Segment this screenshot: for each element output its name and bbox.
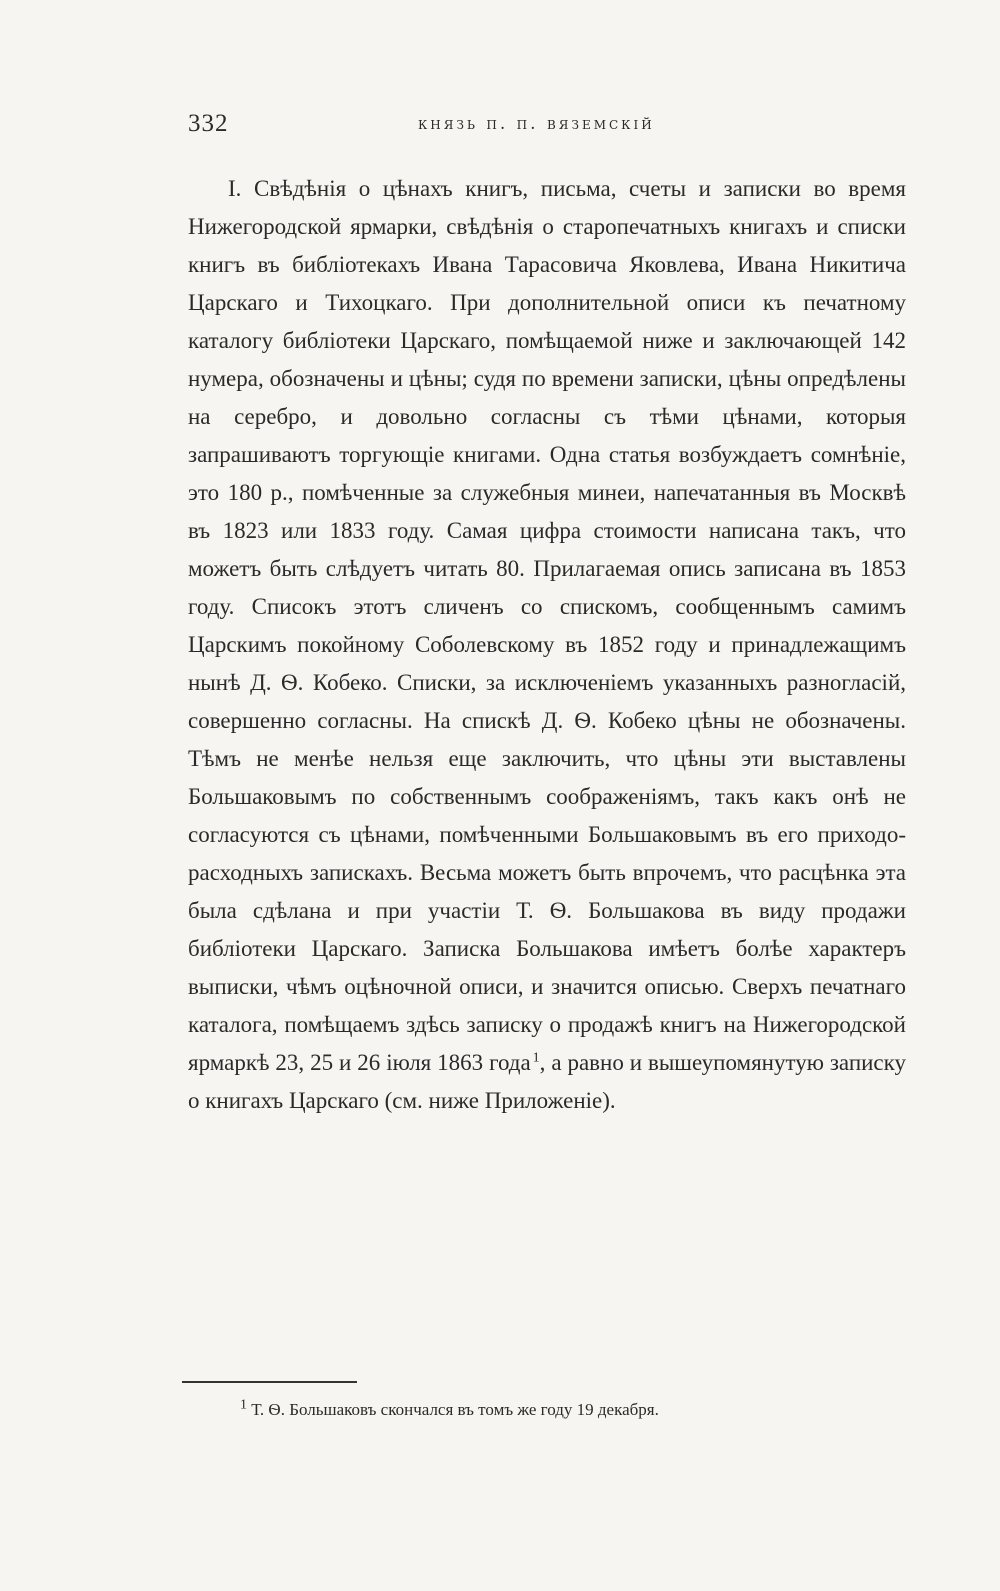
paragraph-text-continued: , а равно и вышеупомянутую записку о книгахъ Царскаго (см. ниже Приложеніе). <box>188 1050 906 1113</box>
running-title: князь п. п. вяземскій <box>418 114 655 134</box>
footnote-reference[interactable]: 1 <box>532 1050 540 1066</box>
paragraph-text: I. Свѣдѣнія о цѣнахъ книгъ, письма, счеты и записки во время Нижегородской ярмарки, свѣдѣнія о старопечатныхъ книгахъ и списки книгъ въ библіотекахъ Ивана Тарасовича Яковлева, Ивана Никитича Царскаго и Тихоцкаго. При дополнительной описи къ печатному каталогу библіотеки Царскаго, помѣщаемой ниже и заключающей 142 нумера, обозначены и цѣны; судя по времени записки, цѣны опредѣлены на серебро, и довольно согласны съ тѣми цѣнами, которыя запрашиваютъ торгующіе книгами. Одна статья возбуждаетъ сомнѣніе, это 180 р., помѣченные за служебныя минеи, напечатанныя въ Москвѣ въ 1823 или 1833 году. Самая цифра стоимости написана такъ, что можетъ быть слѣдуетъ читать 80. Прилагаемая опись записана въ 1853 году. Списокъ этотъ сличенъ со спискомъ, сообщеннымъ самимъ Царскимъ покойному Соболевскому въ 1852 году и принадлежащимъ нынѣ Д. Ѳ. Кобеко. Списки, за исключеніемъ указанныхъ разногласій, совершенно согласны. На спискѣ Д. Ѳ. Кобеко цѣны не обозначены. Тѣмъ не менѣе нельзя еще заключить, что цѣны эти выставлены Большаковымъ по собственнымъ соображеніямъ, такъ какъ онѣ не согласуются съ цѣнами, помѣченными Большаковымъ въ его приходо-расходныхъ запискахъ. Весьма можетъ быть впрочемъ, что расцѣнка эта была сдѣлана и при участіи Т. Ѳ. Большакова въ виду продажи библіотеки Царскаго. Записка Большакова имѣетъ болѣе характеръ выписки, чѣмъ оцѣночной описи, и значится описью. Сверхъ печатнаго каталога, помѣщаемъ здѣсь записку о продажѣ книгъ на Нижегородской ярмаркѣ 23, 25 и 26 іюля 1863 года <box>188 176 906 1075</box>
footnote <box>240 1397 659 1420</box>
main-text <box>188 170 906 1120</box>
footnote-text: Т. Ѳ. Большаковъ скончался въ томъ же году 19 декабря. <box>247 1400 659 1419</box>
footnote-marker: 1 <box>240 1397 247 1413</box>
footnote-divider <box>182 1381 357 1383</box>
paragraph <box>188 170 906 1120</box>
page-number: 332 <box>188 110 229 137</box>
running-head <box>188 110 906 140</box>
